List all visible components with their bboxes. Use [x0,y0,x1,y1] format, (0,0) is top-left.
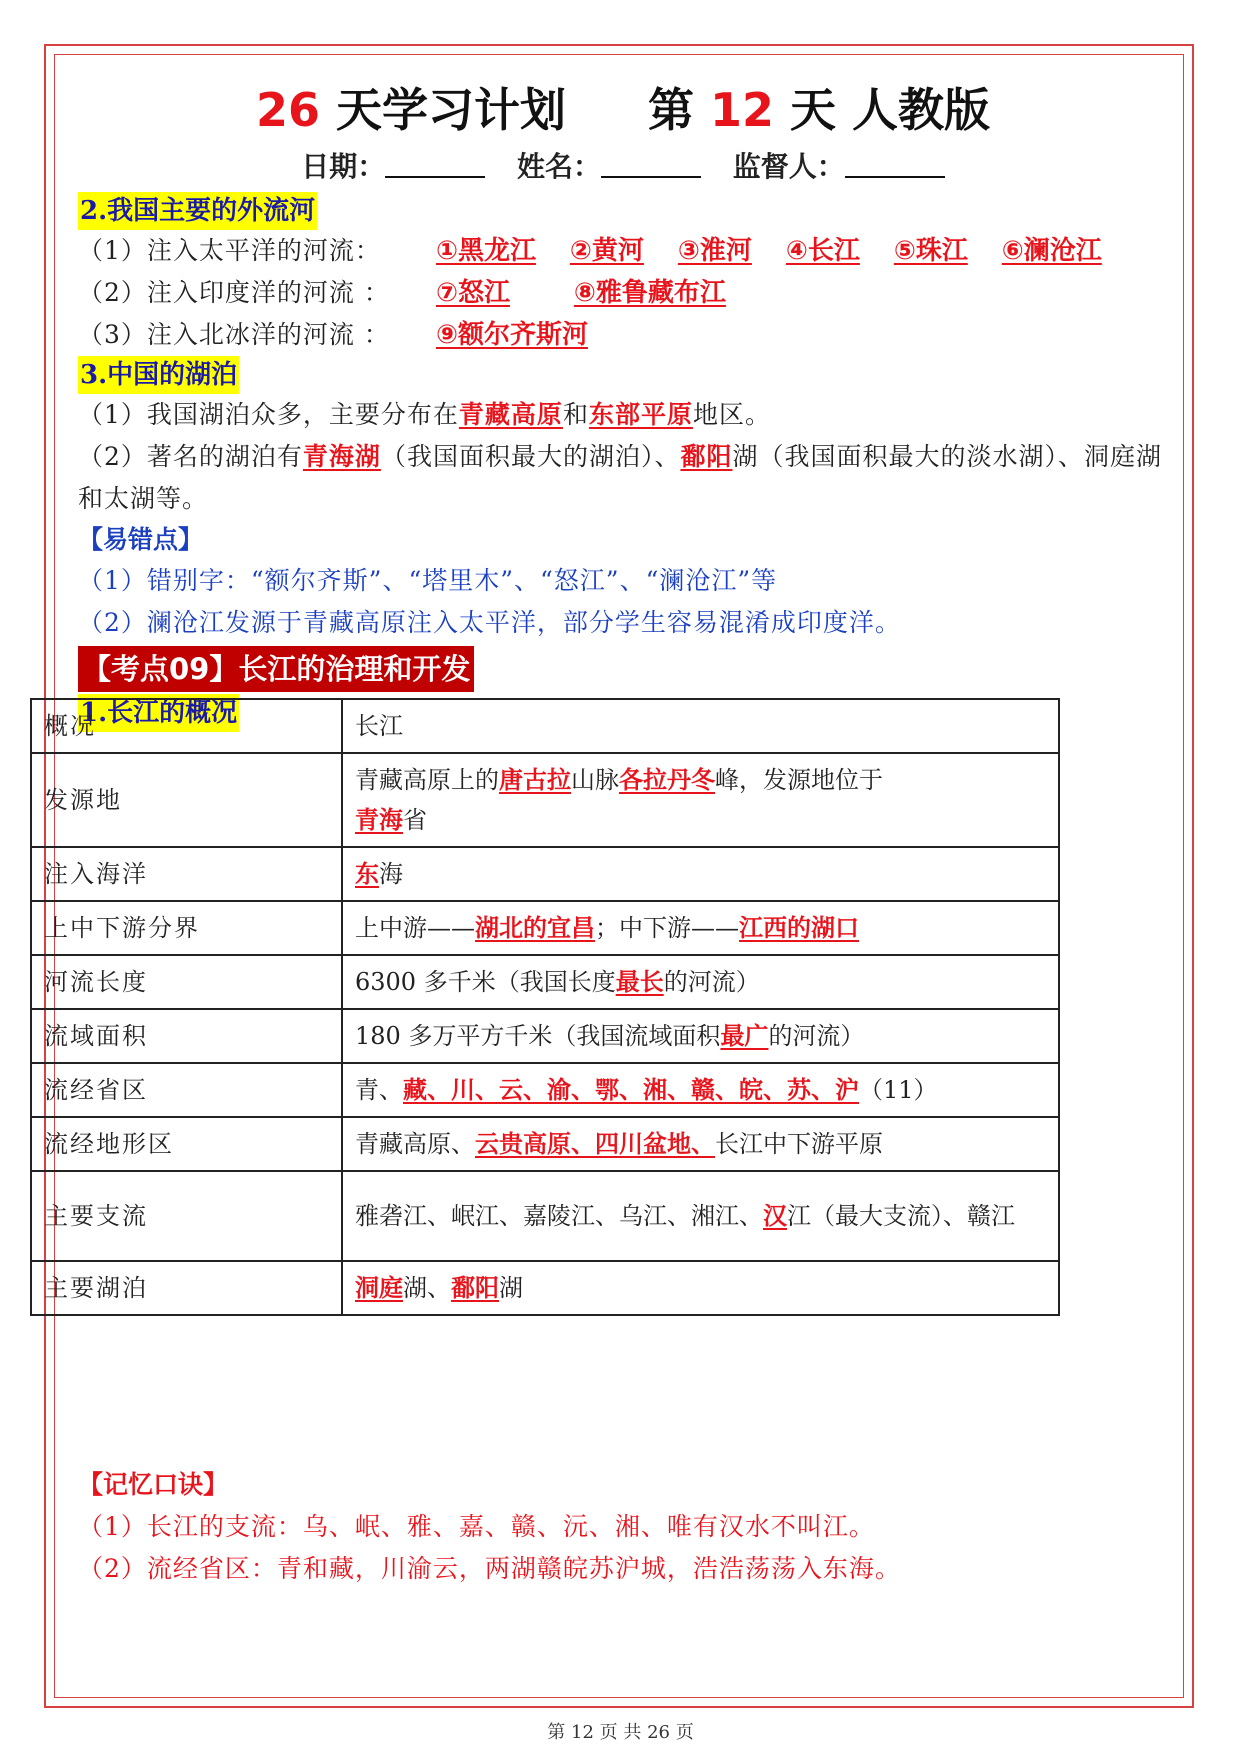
river-row-label: （2）注入印度洋的河流 ： [78,278,390,307]
title-edition: 天 人教版 [790,83,991,137]
text: 上中游—— [355,914,475,942]
text: （11） [859,1076,938,1104]
supervisor-label: 监督人： [732,150,845,183]
lakes-paragraph-2 [78,436,1168,520]
section-heading-overview: 1.长江的概况 [78,694,239,732]
lakes-paragraph-1 [78,394,1168,436]
text: 青藏高原、 [355,1130,475,1158]
text: 湖 [499,1274,523,1302]
text: 青、 [355,1076,403,1104]
error-points-heading: 【易错点】 [78,525,204,554]
memory-tips [78,1464,1168,1590]
table-cell-label: 流经省区 [31,1063,342,1117]
table-cell-value [342,1171,1059,1261]
text: 180 多万平方千米（我国流域面积 [355,1022,721,1050]
table-cell-value [342,1063,1059,1117]
title-day-number: 12 [710,83,775,137]
text: 湖、 [403,1274,451,1302]
table-cell-value [342,901,1059,955]
table-cell-value [342,753,1059,847]
text: （我国面积最大的湖泊）、 [380,442,681,471]
highlight-text: 江西的湖口 [739,914,859,942]
error-point-1: （1）错别字：“额尔齐斯”、“塔里木”、“怒江”、“澜沧江”等 [78,566,778,595]
text: 青藏高原上的 [355,766,499,794]
highlight-text: 唐古拉 [499,766,571,794]
table-cell-label: 上中下游分界 [31,901,342,955]
table-row [31,955,1059,1009]
table-cell-value [342,1009,1059,1063]
highlight-text: 洞庭 [355,1274,403,1302]
river-row-label: （1）注入太平洋的河流： [78,236,381,265]
name-label: 姓名： [516,150,601,183]
date-label: 日期： [301,150,386,183]
section-lakes [78,356,1168,520]
text: 雅砻江、岷江、嘉陵江、乌江、湘江、 [355,1202,763,1230]
table-cell-label: 注入海洋 [31,847,342,901]
exam-point-banner: 【考点09】长江的治理和开发 [78,646,474,692]
text: ；中下游—— [595,914,739,942]
memory-tip-1: （1）长江的支流：乌、岷、雅、嘉、赣、沅、湘、唯有汉水不叫江。 [78,1512,875,1541]
highlight-text: 各拉丹冬 [619,766,715,794]
text: 江（最大支流）、赣江 [787,1202,1015,1230]
highlight-text: 鄱阳 [680,442,733,471]
river-name: ⑧雅鲁藏布江 [573,278,726,308]
text: 的河流） [768,1022,865,1050]
table-cell-value [342,847,1059,901]
section-heading-outflow-rivers: 2.我国主要的外流河 [78,192,317,230]
highlight-text: 最长 [615,968,664,996]
table-row [31,1063,1059,1117]
text: 长江中下游平原 [715,1130,883,1158]
table-row [31,753,1059,847]
title-day-prefix: 第 [648,83,694,137]
highlight-text: 东 [355,860,379,888]
highlight-text: 藏、川、云、渝、鄂、湘、赣、皖、苏、沪 [403,1076,859,1104]
river-name: ⑥澜沧江 [1001,236,1102,266]
info-line [78,142,1168,192]
text: （2）著名的湖泊有 [78,442,303,471]
highlight-text: 青海 [355,806,403,834]
text: 海 [379,860,403,888]
section-heading-lakes: 3.中国的湖泊 [78,356,239,394]
river-row-label: （3）注入北冰洋的河流 ： [78,320,390,349]
title-number-days: 26 [255,83,320,137]
memory-tips-heading: 【记忆口诀】 [78,1470,229,1499]
table-row [31,699,1059,753]
table-row [31,1261,1059,1315]
highlight-text: 青海湖 [302,442,381,471]
highlight-text: 湖北的宜昌 [475,914,595,942]
table-cell-label: 主要湖泊 [31,1261,342,1315]
table-cell-label: 发源地 [31,753,342,847]
table-cell-label: 主要支流 [31,1171,342,1261]
river-name: ⑦怒江 [435,278,510,308]
page-title [78,78,1168,142]
title-plan-text: 天学习计划 [335,83,566,137]
river-row-indian [78,272,1168,314]
error-point-2: （2）澜沧江发源于青藏高原注入太平洋，部分学生容易混淆成印度洋。 [78,608,901,637]
memory-tip-2: （2）流经省区：青和藏，川渝云，两湖赣皖苏沪城，浩浩荡荡入东海。 [78,1554,901,1583]
table-row [31,1171,1059,1261]
date-field[interactable] [385,150,485,178]
error-points [78,520,1168,644]
text: 湖（我国面积最大的淡水湖）、洞庭湖和太湖等。 [78,442,1162,513]
section-outflow-rivers [78,192,1168,356]
table-row [31,1009,1059,1063]
table-header-cell: 概况 [31,699,342,753]
highlight-text: 鄱阳 [451,1274,499,1302]
table-cell-value [342,1117,1059,1171]
table-cell-label: 流域面积 [31,1009,342,1063]
river-row-arctic [78,314,1168,356]
text: 地区。 [692,400,771,429]
river-row-pacific [78,230,1168,272]
highlight-text: 云贵高原、四川盆地、 [475,1130,715,1158]
yangtze-overview-table [30,698,1060,1316]
highlight-text: 东部平原 [588,400,693,429]
text: （1）我国湖泊众多，主要分布在 [78,400,459,429]
table-row [31,1117,1059,1171]
river-name: ①黑龙江 [435,236,536,266]
table-cell-value [342,955,1059,1009]
table-header-cell: 长江 [342,699,1059,753]
highlight-text: 汉 [763,1202,787,1230]
supervisor-field[interactable] [845,150,945,178]
table-cell-label: 河流长度 [31,955,342,1009]
highlight-text: 最广 [720,1022,769,1050]
river-name: ②黄河 [569,236,644,266]
highlight-text: 青藏高原 [458,400,563,429]
river-name: ⑨额尔齐斯河 [435,320,588,350]
page-content [78,78,1168,732]
table-cell-label: 流经地形区 [31,1117,342,1171]
name-field[interactable] [601,150,701,178]
text: 峰，发源地位于 [715,766,883,794]
river-name: ④长江 [785,236,860,266]
text: 6300 多千米（我国长度 [355,968,616,996]
table-cell-value [342,1261,1059,1315]
text: 省 [403,806,427,834]
table-row [31,847,1059,901]
page-footer: 第 12 页 共 26 页 [547,1722,694,1743]
text: 山脉 [571,766,619,794]
text: 的河流） [663,968,760,996]
river-name: ③淮河 [677,236,752,266]
river-name: ⑤珠江 [893,236,968,266]
text: 和 [562,400,589,429]
table-row [31,901,1059,955]
